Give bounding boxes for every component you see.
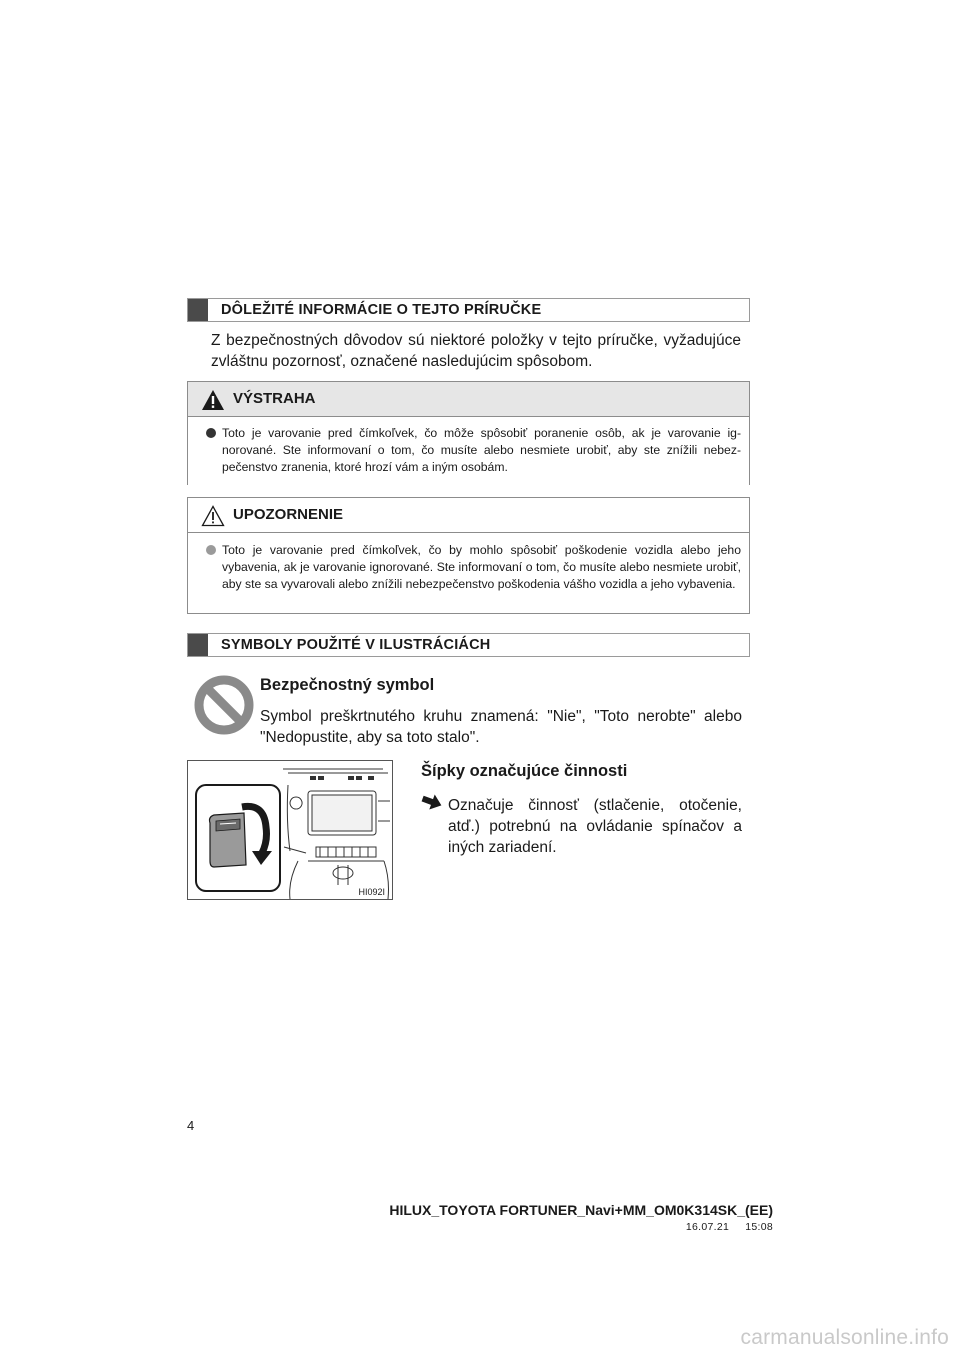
notice-box (187, 497, 750, 614)
warning-triangle-filled-icon (201, 389, 225, 416)
action-arrow-icon (421, 793, 443, 816)
footer-document-code: HILUX_TOYOTA FORTUNER_Navi+MM_OM0K314SK_(EE) (389, 1202, 773, 1218)
warning-triangle-outline-icon (201, 505, 225, 532)
notice-text: Toto je varovanie pred čímkoľvek, čo by mohlo spôsobiť poškodenie vozidla alebo jeho vybavenia, ak je varovanie ignorované. Ste informovaní o tom, čo musíte alebo nesmiete urobiť, aby ste sa vyvarovali alebo znížili nebezpečenstvo poškodenia vášho vozidla a jeho vybavenia. (222, 543, 741, 591)
action-arrow-illustration (187, 760, 393, 900)
bullet-icon (206, 545, 218, 555)
section-heading-title: DÔLEŽITÉ INFORMÁCIE O TEJTO PRÍRUČKE (221, 302, 542, 318)
section-heading-title: SYMBOLY POUŽITÉ V ILUSTRÁCIÁCH (221, 637, 491, 653)
notice-title: UPOZORNENIE (233, 506, 344, 523)
section-heading-symbols (187, 633, 750, 657)
page-number: 4 (187, 1118, 195, 1133)
safety-symbol-text: Symbol preškrtnutého kruhu znamená: "Nie", "Toto nerobte" alebo "Nedopustite, aby sa toto stalo". (260, 708, 742, 746)
warning-box (187, 381, 750, 485)
safety-symbol-title: Bezpečnostný symbol (260, 676, 435, 694)
watermark: carmanualsonline.info (740, 1326, 949, 1349)
illustration-code: HI092I (358, 887, 385, 897)
action-arrows-text: Označuje činnosť (stlačenie, otočenie, atď.) potrebnú na ovládanie spínačov a iných zariadení. (448, 797, 742, 856)
footer-date: 16.07.21 15:08 (685, 1221, 773, 1233)
bullet-icon (206, 428, 218, 438)
dashboard-drawing (188, 761, 392, 899)
warning-title: VÝSTRAHA (233, 390, 316, 407)
action-arrows-title: Šípky označujúce činnosti (421, 762, 628, 780)
warning-text: Toto je varovanie pred čímkoľvek, čo môže spôsobiť poranenie osôb, ak je varovanie ignorované. Ste informovaní o tom, čo musíte alebo nesmiete urobiť, aby ste znížili nebezpečenstvo zranenia, ktoré hrozí vám a iným osobám. (222, 426, 741, 474)
intro-paragraph: Z bezpečnostných dôvodov sú niektoré položky v tejto príručke, vyžadujúce zvláštnu pozornosť, označené nasledujúcim spôsobom. (211, 332, 741, 370)
section-heading-important-info (187, 298, 750, 322)
section-heading-bar (188, 634, 208, 656)
prohibition-icon (193, 674, 255, 741)
section-heading-bar (188, 299, 208, 321)
